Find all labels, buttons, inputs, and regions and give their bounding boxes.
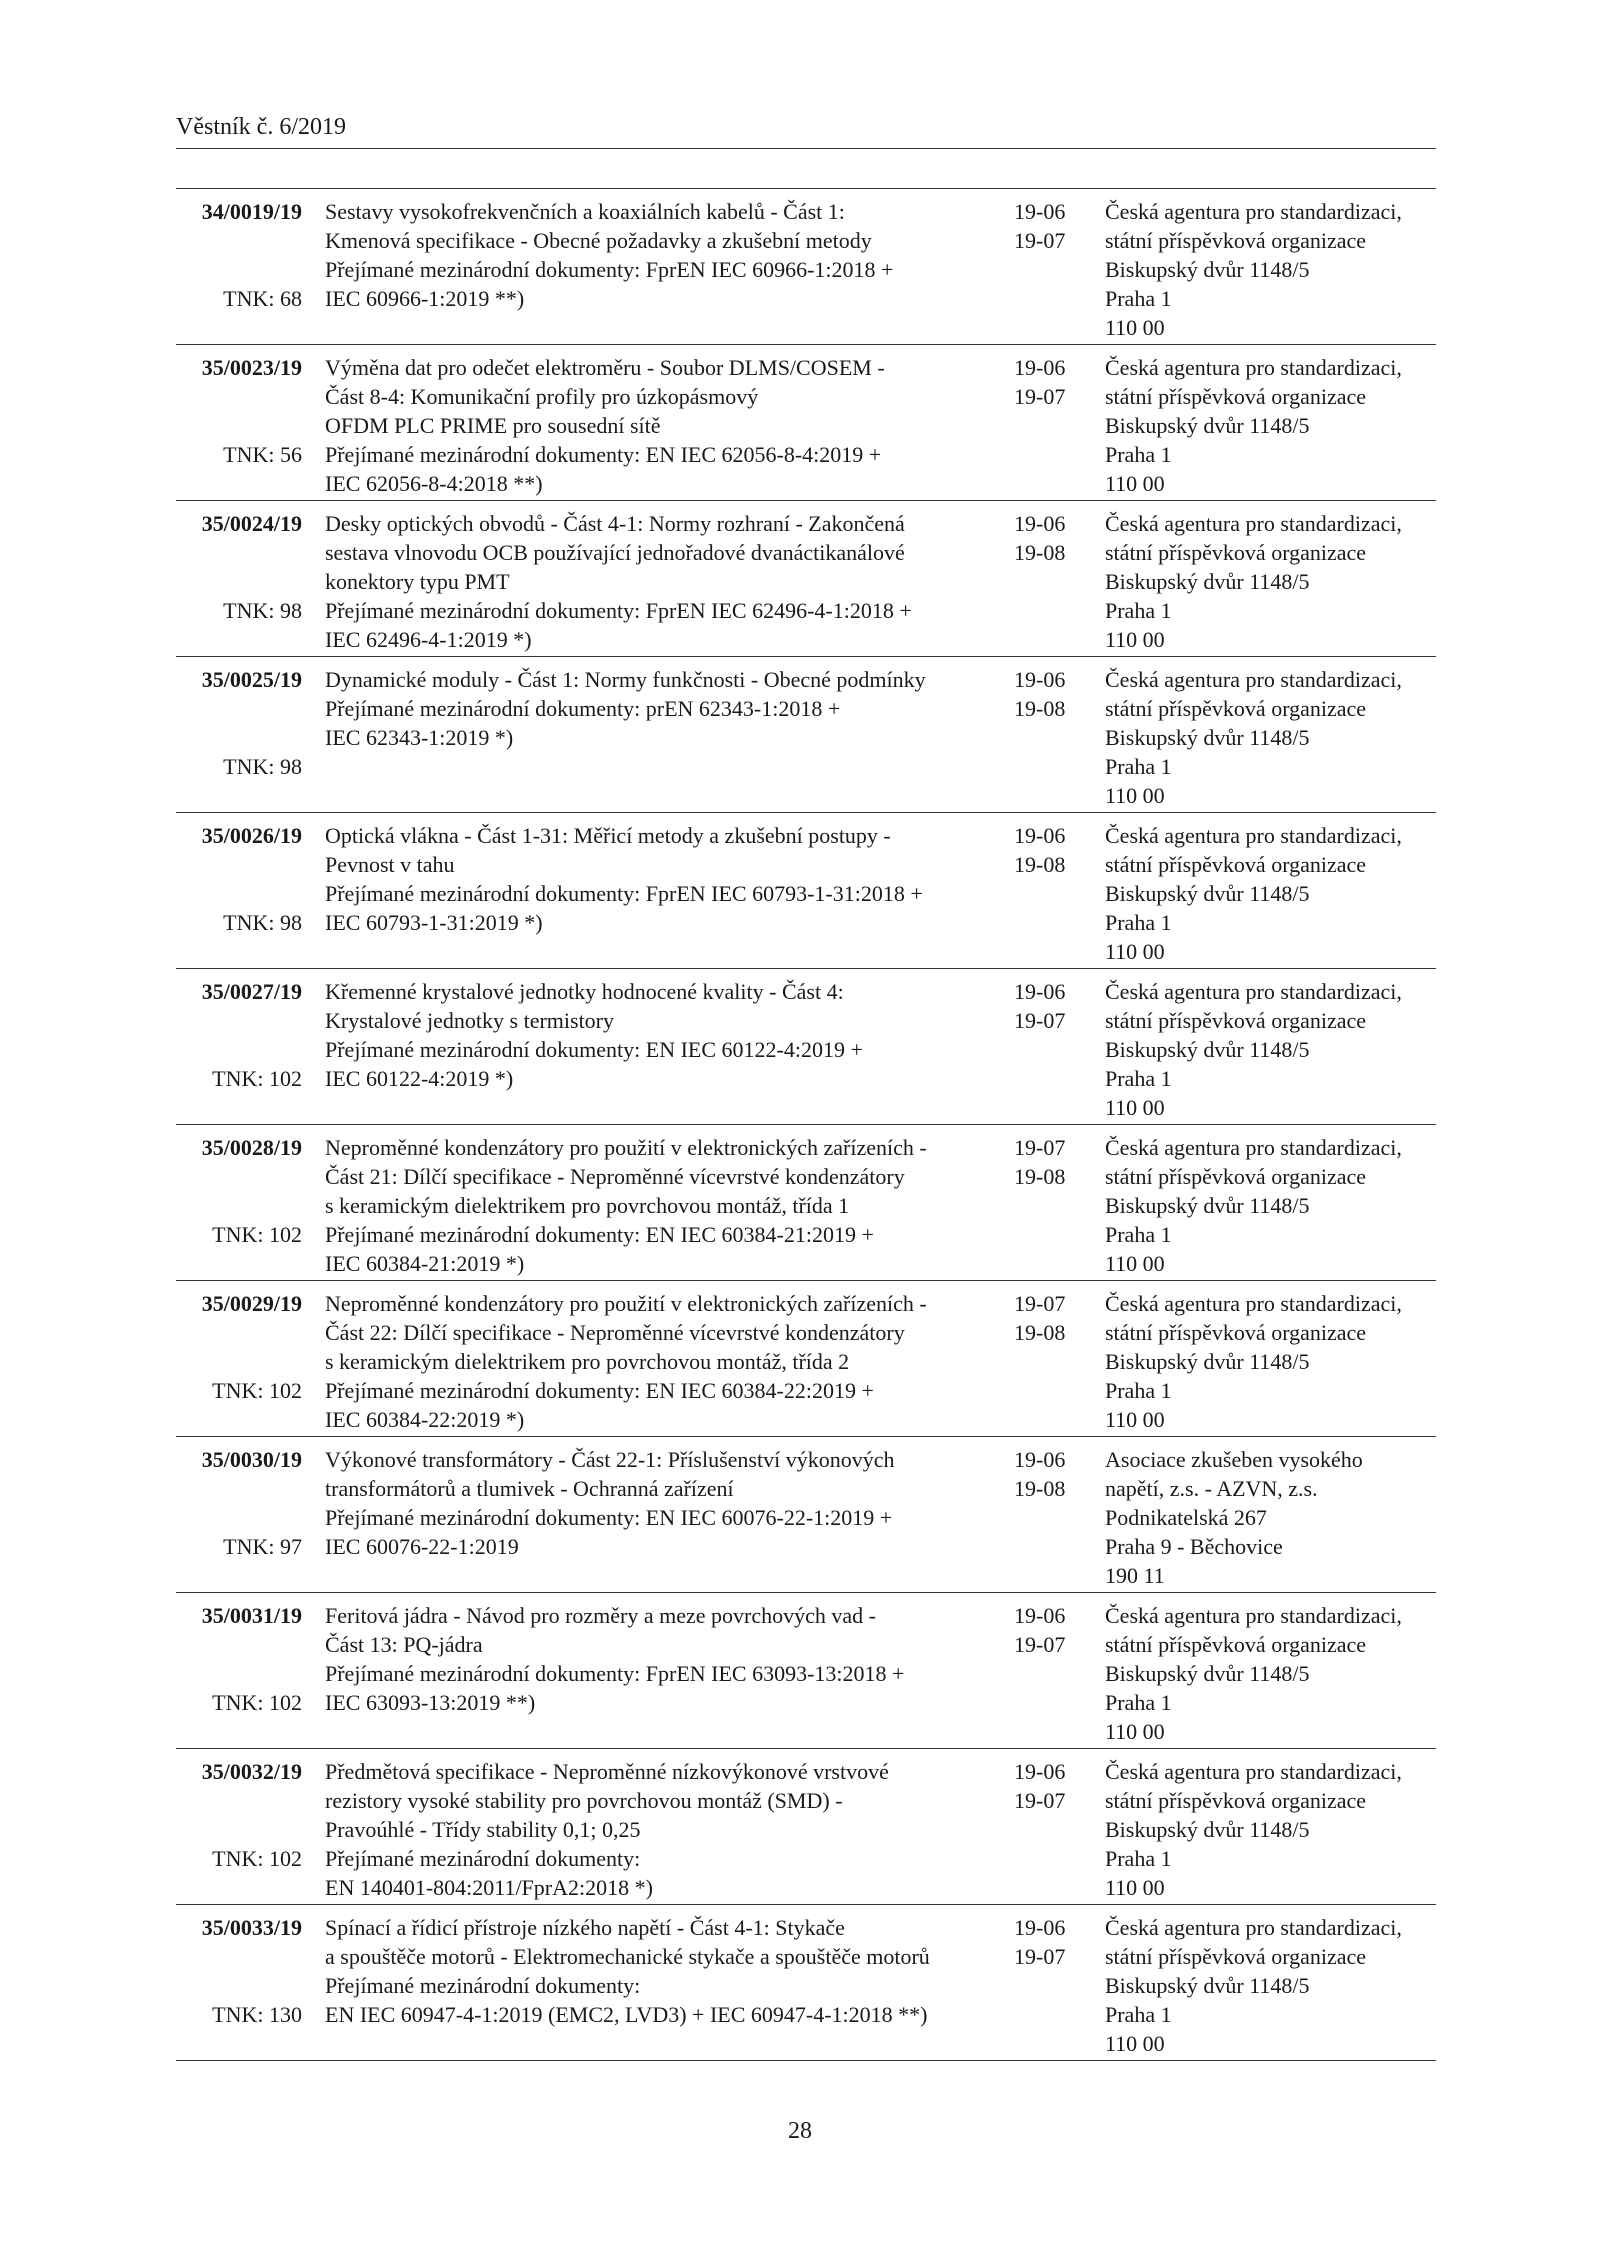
dates-cell-line: 19-06 <box>1014 823 1066 848</box>
dates-cell <box>1014 821 1094 879</box>
organization-cell-line: napětí, z.s. - AZVN, z.s. <box>1105 1476 1318 1501</box>
dates-cell-line: 19-08 <box>1014 1164 1066 1189</box>
description-cell <box>325 1289 1005 1434</box>
entry-number: 35/0033/19 <box>201 1915 302 1940</box>
dates-cell <box>1014 509 1094 567</box>
organization-cell-line: Praha 1 <box>1105 1378 1172 1403</box>
table-row <box>176 1905 1436 2061</box>
organization-cell-line: Česká agentura pro standardizaci, <box>1105 1291 1402 1316</box>
tnk-label: TNK: 102 <box>212 1066 302 1091</box>
tnk-label: TNK: 102 <box>212 1222 302 1247</box>
dates-cell-line: 19-06 <box>1014 355 1066 380</box>
organization-cell <box>1105 665 1445 810</box>
description-cell-line: Přejímané mezinárodní dokumenty: FprEN IEC 63093-13:2018 + <box>325 1661 905 1686</box>
description-cell-line: transformátorů a tlumivek - Ochranná zařízení <box>325 1476 734 1501</box>
description-cell-line: Přejímané mezinárodní dokumenty: EN IEC 60076-22-1:2019 + <box>325 1505 893 1530</box>
organization-cell-line: Česká agentura pro standardizaci, <box>1105 823 1402 848</box>
entry-id-cell <box>176 353 302 508</box>
organization-cell <box>1105 197 1445 342</box>
entry-id-cell <box>176 509 302 664</box>
description-cell-line: Dynamické moduly - Část 1: Normy funkčnosti - Obecné podmínky <box>325 667 926 692</box>
organization-cell-line: Praha 1 <box>1105 286 1172 311</box>
description-cell-line: Spínací a řídicí přístroje nízkého napětí - Část 4-1: Stykače <box>325 1915 845 1940</box>
dates-cell <box>1014 1133 1094 1191</box>
organization-cell-line: Praha 9 - Běchovice <box>1105 1534 1283 1559</box>
entry-number: 35/0024/19 <box>201 511 302 536</box>
organization-cell-line: Biskupský dvůr 1148/5 <box>1105 413 1310 438</box>
description-cell-line: IEC 60384-21:2019 *) <box>325 1251 525 1276</box>
entry-number: 35/0032/19 <box>201 1759 302 1784</box>
organization-cell-line: státní příspěvková organizace <box>1105 696 1367 721</box>
organization-cell-line: Biskupský dvůr 1148/5 <box>1105 569 1310 594</box>
entry-id-cell <box>176 1289 302 1444</box>
dates-cell-line: 19-07 <box>1014 1291 1066 1316</box>
dates-cell <box>1014 197 1094 255</box>
dates-cell-line: 19-08 <box>1014 540 1066 565</box>
description-cell-line: Přejímané mezinárodní dokumenty: FprEN IEC 60966-1:2018 + <box>325 257 894 282</box>
entry-id-cell <box>176 1601 302 1756</box>
dates-cell-line: 19-06 <box>1014 1447 1066 1472</box>
description-cell-line: IEC 60793-1-31:2019 *) <box>325 910 543 935</box>
description-cell <box>325 1913 1005 2029</box>
table-row <box>176 189 1436 345</box>
organization-cell-line: 110 00 <box>1105 783 1165 808</box>
dates-cell-line: 19-07 <box>1014 1944 1066 1969</box>
table-row <box>176 501 1436 657</box>
dates-cell-line: 19-08 <box>1014 696 1066 721</box>
entry-number: 35/0027/19 <box>201 979 302 1004</box>
description-cell-line: EN 140401-804:2011/FprA2:2018 *) <box>325 1875 653 1900</box>
entry-number: 35/0025/19 <box>201 667 302 692</box>
description-cell-line: Přejímané mezinárodní dokumenty: <box>325 1973 641 1998</box>
organization-cell-line: 110 00 <box>1105 1095 1165 1120</box>
dates-cell <box>1014 665 1094 723</box>
table-row <box>176 345 1436 501</box>
tnk-label: TNK: 102 <box>212 1378 302 1403</box>
description-cell-line: IEC 62343-1:2019 *) <box>325 725 514 750</box>
organization-cell-line: 110 00 <box>1105 2031 1165 2056</box>
organization-cell <box>1105 977 1445 1122</box>
organization-cell-line: Biskupský dvůr 1148/5 <box>1105 725 1310 750</box>
description-cell-line: Desky optických obvodů - Část 4-1: Normy rozhraní - Zakončená <box>325 511 905 536</box>
organization-cell-line: 110 00 <box>1105 315 1165 340</box>
tnk-label: TNK: 98 <box>223 598 302 623</box>
organization-cell-line: Česká agentura pro standardizaci, <box>1105 511 1402 536</box>
standards-table <box>176 188 1436 2061</box>
organization-cell <box>1105 1133 1445 1278</box>
tnk-label: TNK: 102 <box>212 1690 302 1715</box>
description-cell-line: IEC 62496-4-1:2019 *) <box>325 627 532 652</box>
description-cell <box>325 353 1005 498</box>
description-cell-line: sestava vlnovodu OCB používající jednořadové dvanáctikanálové <box>325 540 905 565</box>
organization-cell-line: státní příspěvková organizace <box>1105 852 1367 877</box>
organization-cell-line: Česká agentura pro standardizaci, <box>1105 355 1402 380</box>
organization-cell-line: Česká agentura pro standardizaci, <box>1105 667 1402 692</box>
organization-cell <box>1105 509 1445 654</box>
organization-cell <box>1105 1601 1445 1746</box>
organization-cell-line: Česká agentura pro standardizaci, <box>1105 1135 1402 1160</box>
description-cell-line: Část 8-4: Komunikační profily pro úzkopásmový <box>325 384 759 409</box>
organization-cell-line: 110 00 <box>1105 627 1165 652</box>
dates-cell-line: 19-06 <box>1014 511 1066 536</box>
description-cell <box>325 665 1005 752</box>
organization-cell-line: Asociace zkušeben vysokého <box>1105 1447 1363 1472</box>
entry-number: 35/0026/19 <box>201 823 302 848</box>
description-cell-line: IEC 60966-1:2019 **) <box>325 286 525 311</box>
organization-cell-line: 110 00 <box>1105 471 1165 496</box>
table-row <box>176 1749 1436 1905</box>
table-row <box>176 657 1436 813</box>
organization-cell-line: Praha 1 <box>1105 1846 1172 1871</box>
description-cell-line: Část 13: PQ-jádra <box>325 1632 483 1657</box>
tnk-label: TNK: 97 <box>223 1534 302 1559</box>
organization-cell-line: 110 00 <box>1105 1719 1165 1744</box>
dates-cell <box>1014 1601 1094 1659</box>
page-number: 28 <box>788 2118 812 2144</box>
description-cell <box>325 1601 1005 1717</box>
entry-id-cell <box>176 1133 302 1288</box>
organization-cell-line: Biskupský dvůr 1148/5 <box>1105 1661 1310 1686</box>
organization-cell-line: Praha 1 <box>1105 910 1172 935</box>
description-cell-line: Křemenné krystalové jednotky hodnocené kvality - Část 4: <box>325 979 844 1004</box>
entry-number: 35/0031/19 <box>201 1603 302 1628</box>
organization-cell-line: státní příspěvková organizace <box>1105 1944 1367 1969</box>
description-cell-line: IEC 60384-22:2019 *) <box>325 1407 525 1432</box>
organization-cell-line: 110 00 <box>1105 1875 1165 1900</box>
description-cell-line: Pravoúhlé - Třídy stability 0,1; 0,25 <box>325 1817 641 1842</box>
page-header <box>176 108 1436 149</box>
dates-cell-line: 19-06 <box>1014 1915 1066 1940</box>
organization-cell-line: Praha 1 <box>1105 754 1172 779</box>
dates-cell-line: 19-08 <box>1014 1476 1066 1501</box>
dates-cell-line: 19-07 <box>1014 1788 1066 1813</box>
description-cell-line: a spouštěče motorů - Elektromechanické stykače a spouštěče motorů <box>325 1944 930 1969</box>
description-cell-line: Přejímané mezinárodní dokumenty: FprEN IEC 60793-1-31:2018 + <box>325 881 923 906</box>
description-cell <box>325 1445 1005 1561</box>
organization-cell-line: Česká agentura pro standardizaci, <box>1105 979 1402 1004</box>
description-cell-line: Výkonové transformátory - Část 22-1: Příslušenství výkonových <box>325 1447 895 1472</box>
organization-cell-line: 110 00 <box>1105 1407 1165 1432</box>
entry-number: 35/0028/19 <box>201 1135 302 1160</box>
organization-cell <box>1105 353 1445 498</box>
entry-number: 35/0029/19 <box>201 1291 302 1316</box>
description-cell-line: Pevnost v tahu <box>325 852 455 877</box>
dates-cell <box>1014 1289 1094 1347</box>
entry-id-cell <box>176 1445 302 1600</box>
organization-cell-line: státní příspěvková organizace <box>1105 228 1367 253</box>
dates-cell <box>1014 1757 1094 1815</box>
entry-id-cell <box>176 1757 302 1912</box>
description-cell-line: OFDM PLC PRIME pro sousední sítě <box>325 413 661 438</box>
entry-id-cell <box>176 665 302 820</box>
tnk-label: TNK: 98 <box>223 910 302 935</box>
description-cell <box>325 821 1005 937</box>
organization-cell-line: státní příspěvková organizace <box>1105 1788 1367 1813</box>
tnk-label: TNK: 68 <box>223 286 302 311</box>
tnk-label: TNK: 56 <box>223 442 302 467</box>
description-cell-line: Optická vlákna - Část 1-31: Měřicí metody a zkušební postupy - <box>325 823 891 848</box>
organization-cell-line: Biskupský dvůr 1148/5 <box>1105 1193 1310 1218</box>
description-cell-line: Krystalové jednotky s termistory <box>325 1008 615 1033</box>
description-cell-line: Přejímané mezinárodní dokumenty: EN IEC 60384-22:2019 + <box>325 1378 874 1403</box>
organization-cell-line: Biskupský dvůr 1148/5 <box>1105 257 1310 282</box>
description-cell-line: Přejímané mezinárodní dokumenty: <box>325 1846 641 1871</box>
description-cell-line: Část 21: Dílčí specifikace - Neproměnné vícevrstvé kondenzátory <box>325 1164 905 1189</box>
dates-cell-line: 19-07 <box>1014 1008 1066 1033</box>
organization-cell-line: Praha 1 <box>1105 1690 1172 1715</box>
dates-cell-line: 19-07 <box>1014 1135 1066 1160</box>
tnk-label: TNK: 98 <box>223 754 302 779</box>
organization-cell-line: státní příspěvková organizace <box>1105 1164 1367 1189</box>
description-cell-line: Část 22: Dílčí specifikace - Neproměnné vícevrstvé kondenzátory <box>325 1320 905 1345</box>
description-cell <box>325 1757 1005 1902</box>
table-row <box>176 1437 1436 1593</box>
description-cell-line: Neproměnné kondenzátory pro použití v elektronických zařízeních - <box>325 1291 927 1316</box>
dates-cell-line: 19-07 <box>1014 1632 1066 1657</box>
journal-title: Věstník č. 6/2019 <box>176 114 346 140</box>
organization-cell-line: 110 00 <box>1105 939 1165 964</box>
organization-cell-line: Praha 1 <box>1105 2002 1172 2027</box>
organization-cell-line: Praha 1 <box>1105 1066 1172 1091</box>
organization-cell-line: Biskupský dvůr 1148/5 <box>1105 1037 1310 1062</box>
description-cell-line: IEC 60076-22-1:2019 <box>325 1534 519 1559</box>
organization-cell-line: Praha 1 <box>1105 442 1172 467</box>
organization-cell-line: Praha 1 <box>1105 598 1172 623</box>
entry-number: 35/0030/19 <box>201 1447 302 1472</box>
entry-id-cell <box>176 1913 302 2068</box>
table-row <box>176 1125 1436 1281</box>
description-cell-line: Přejímané mezinárodní dokumenty: prEN 62343-1:2018 + <box>325 696 841 721</box>
description-cell-line: Kmenová specifikace - Obecné požadavky a zkušební metody <box>325 228 872 253</box>
table-row <box>176 969 1436 1125</box>
dates-cell-line: 19-07 <box>1014 228 1066 253</box>
organization-cell-line: Podnikatelská 267 <box>1105 1505 1267 1530</box>
description-cell-line: EN IEC 60947-4-1:2019 (EMC2, LVD3) + IEC 60947-4-1:2018 **) <box>325 2002 928 2027</box>
organization-cell-line: Česká agentura pro standardizaci, <box>1105 199 1402 224</box>
dates-cell-line: 19-07 <box>1014 384 1066 409</box>
description-cell-line: Přejímané mezinárodní dokumenty: EN IEC 62056-8-4:2019 + <box>325 442 882 467</box>
description-cell <box>325 197 1005 313</box>
organization-cell-line: 110 00 <box>1105 1251 1165 1276</box>
organization-cell-line: Česká agentura pro standardizaci, <box>1105 1759 1402 1784</box>
tnk-label: TNK: 102 <box>212 1846 302 1871</box>
dates-cell-line: 19-06 <box>1014 199 1066 224</box>
organization-cell-line: Česká agentura pro standardizaci, <box>1105 1603 1402 1628</box>
organization-cell-line: Biskupský dvůr 1148/5 <box>1105 1349 1310 1374</box>
description-cell-line: Feritová jádra - Návod pro rozměry a meze povrchových vad - <box>325 1603 876 1628</box>
description-cell-line: IEC 63093-13:2019 **) <box>325 1690 536 1715</box>
dates-cell <box>1014 353 1094 411</box>
description-cell <box>325 977 1005 1093</box>
description-cell-line: s keramickým dielektrikem pro povrchovou montáž, třída 1 <box>325 1193 850 1218</box>
dates-cell-line: 19-06 <box>1014 979 1066 1004</box>
entry-number: 35/0023/19 <box>201 355 302 380</box>
table-row <box>176 1593 1436 1749</box>
organization-cell <box>1105 1913 1445 2058</box>
organization-cell-line: státní příspěvková organizace <box>1105 540 1367 565</box>
tnk-label: TNK: 130 <box>212 2002 302 2027</box>
entry-id-cell <box>176 197 302 352</box>
description-cell-line: Přejímané mezinárodní dokumenty: FprEN IEC 62496-4-1:2018 + <box>325 598 912 623</box>
description-cell-line: s keramickým dielektrikem pro povrchovou montáž, třída 2 <box>325 1349 850 1374</box>
entry-id-cell <box>176 977 302 1132</box>
organization-cell <box>1105 1757 1445 1902</box>
dates-cell-line: 19-06 <box>1014 1603 1066 1628</box>
description-cell <box>325 1133 1005 1278</box>
description-cell-line: IEC 62056-8-4:2018 **) <box>325 471 543 496</box>
description-cell <box>325 509 1005 654</box>
organization-cell-line: státní příspěvková organizace <box>1105 384 1367 409</box>
dates-cell-line: 19-06 <box>1014 667 1066 692</box>
description-cell-line: Sestavy vysokofrekvenčních a koaxiálních kabelů - Část 1: <box>325 199 845 224</box>
dates-cell <box>1014 977 1094 1035</box>
organization-cell-line: Biskupský dvůr 1148/5 <box>1105 1973 1310 1998</box>
table-row <box>176 813 1436 969</box>
organization-cell-line: Biskupský dvůr 1148/5 <box>1105 1817 1310 1842</box>
dates-cell-line: 19-08 <box>1014 852 1066 877</box>
organization-cell <box>1105 1445 1445 1590</box>
description-cell-line: Přejímané mezinárodní dokumenty: EN IEC 60122-4:2019 + <box>325 1037 863 1062</box>
organization-cell-line: Česká agentura pro standardizaci, <box>1105 1915 1402 1940</box>
organization-cell <box>1105 1289 1445 1434</box>
description-cell-line: IEC 60122-4:2019 *) <box>325 1066 514 1091</box>
dates-cell <box>1014 1445 1094 1503</box>
organization-cell-line: Biskupský dvůr 1148/5 <box>1105 881 1310 906</box>
organization-cell-line: státní příspěvková organizace <box>1105 1632 1367 1657</box>
description-cell-line: Předmětová specifikace - Neproměnné nízkovýkonové vrstvové <box>325 1759 889 1784</box>
description-cell-line: Neproměnné kondenzátory pro použití v elektronických zařízeních - <box>325 1135 927 1160</box>
dates-cell-line: 19-08 <box>1014 1320 1066 1345</box>
organization-cell-line: státní příspěvková organizace <box>1105 1320 1367 1345</box>
table-row <box>176 1281 1436 1437</box>
description-cell-line: Přejímané mezinárodní dokumenty: EN IEC 60384-21:2019 + <box>325 1222 874 1247</box>
dates-cell <box>1014 1913 1094 1971</box>
description-cell-line: Výměna dat pro odečet elektroměru - Soubor DLMS/COSEM - <box>325 355 885 380</box>
organization-cell-line: Praha 1 <box>1105 1222 1172 1247</box>
description-cell-line: konektory typu PMT <box>325 569 510 594</box>
organization-cell-line: státní příspěvková organizace <box>1105 1008 1367 1033</box>
description-cell-line: rezistory vysoké stability pro povrchovou montáž (SMD) - <box>325 1788 843 1813</box>
organization-cell <box>1105 821 1445 966</box>
dates-cell-line: 19-06 <box>1014 1759 1066 1784</box>
entry-id-cell <box>176 821 302 976</box>
entry-number: 34/0019/19 <box>201 199 302 224</box>
organization-cell-line: 190 11 <box>1105 1563 1165 1588</box>
